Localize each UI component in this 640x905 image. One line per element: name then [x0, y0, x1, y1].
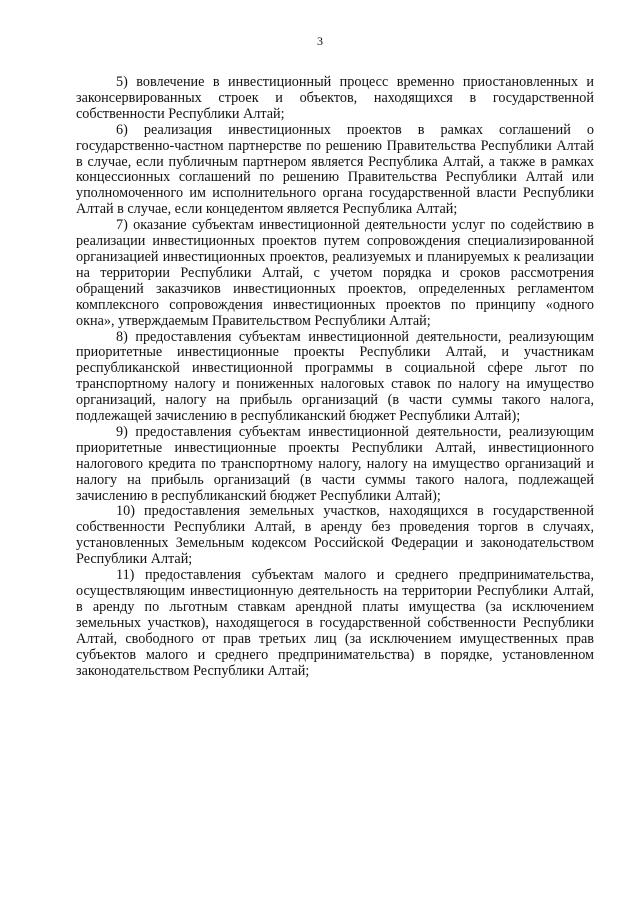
paragraph-item-8: 8) предоставления субъектам инвестиционной деятельности, реализующим приоритетные инвестиционные проекты Республики Алтай, и участникам республиканской инвестиционной программы в социальной сфере льгот по транспортному налогу и пониженных налоговых ставок по налогу на имущество организаций, налогу на прибыль организаций (в части суммы такого налога, подлежащей зачислению в республиканский бюджет Республики Алтай);: [76, 328, 594, 425]
paragraph-item-9: 9) предоставления субъектам инвестиционной деятельности, реализующим приоритетные инвестиционные проекты Республики Алтай, инвестиционного налогового кредита по транспортному налогу, налогу на имущество организаций и налогу на прибыль организаций (в части суммы такого налога, подлежащей зачислению в республиканский бюджет Республики Алтай);: [76, 423, 594, 504]
paragraph-item-10: 10) предоставления земельных участков, находящихся в государственной собственности Республики Алтай, в аренду без проведения торгов в случаях, установленных Земельным кодексом Российской Федерации и законодательством Республики Алтай;: [76, 503, 594, 568]
document-body: [76, 75, 594, 679]
page-number: 3: [317, 34, 323, 48]
paragraph-item-5: 5) вовлечение в инвестиционный процесс временно приостановленных и законсервированных строек и объектов, находящихся в государственной собственности Республики Алтай;: [76, 74, 594, 122]
paragraph-item-11: 11) предоставления субъектам малого и среднего предпринимательства, осуществляющим инвестиционную деятельность на территории Республики Алтай, в аренду по льготным ставкам арендной платы имущества (за исключением земельных участков), находящегося в государственной собственности Республики Алтай, свободного от прав третьих лиц (за исключением имущественных прав субъектов малого и среднего предпринимательства) в порядке, установленном законодательством Республики Алтай;: [76, 567, 594, 679]
paragraph-item-7: 7) оказание субъектам инвестиционной деятельности услуг по содействию в реализации инвестиционных проектов путем сопровождения специализированной организацией инвестиционных проектов, реализуемых и планируемых к реализации на территории Республики Алтай, с учетом порядка и сроков рассмотрения обращений заказчиков инвестиционных проектов, определенных регламентом комплексного сопровождения инвестиционных проектов по принципу «одного окна», утверждаемым Правительством Республики Алтай;: [76, 217, 594, 329]
paragraph-item-6: 6) реализация инвестиционных проектов в рамках соглашений о государственно-частном партнерстве по решению Правительства Республики Алтай в случае, если публичным партнером является Республика Алтай, а также в рамках концессионных соглашений по решению Правительства Республики Алтай или уполномоченного им исполнительного органа государственной власти Республики Алтай в случае, если концедентом является Республика Алтай;: [76, 121, 594, 218]
